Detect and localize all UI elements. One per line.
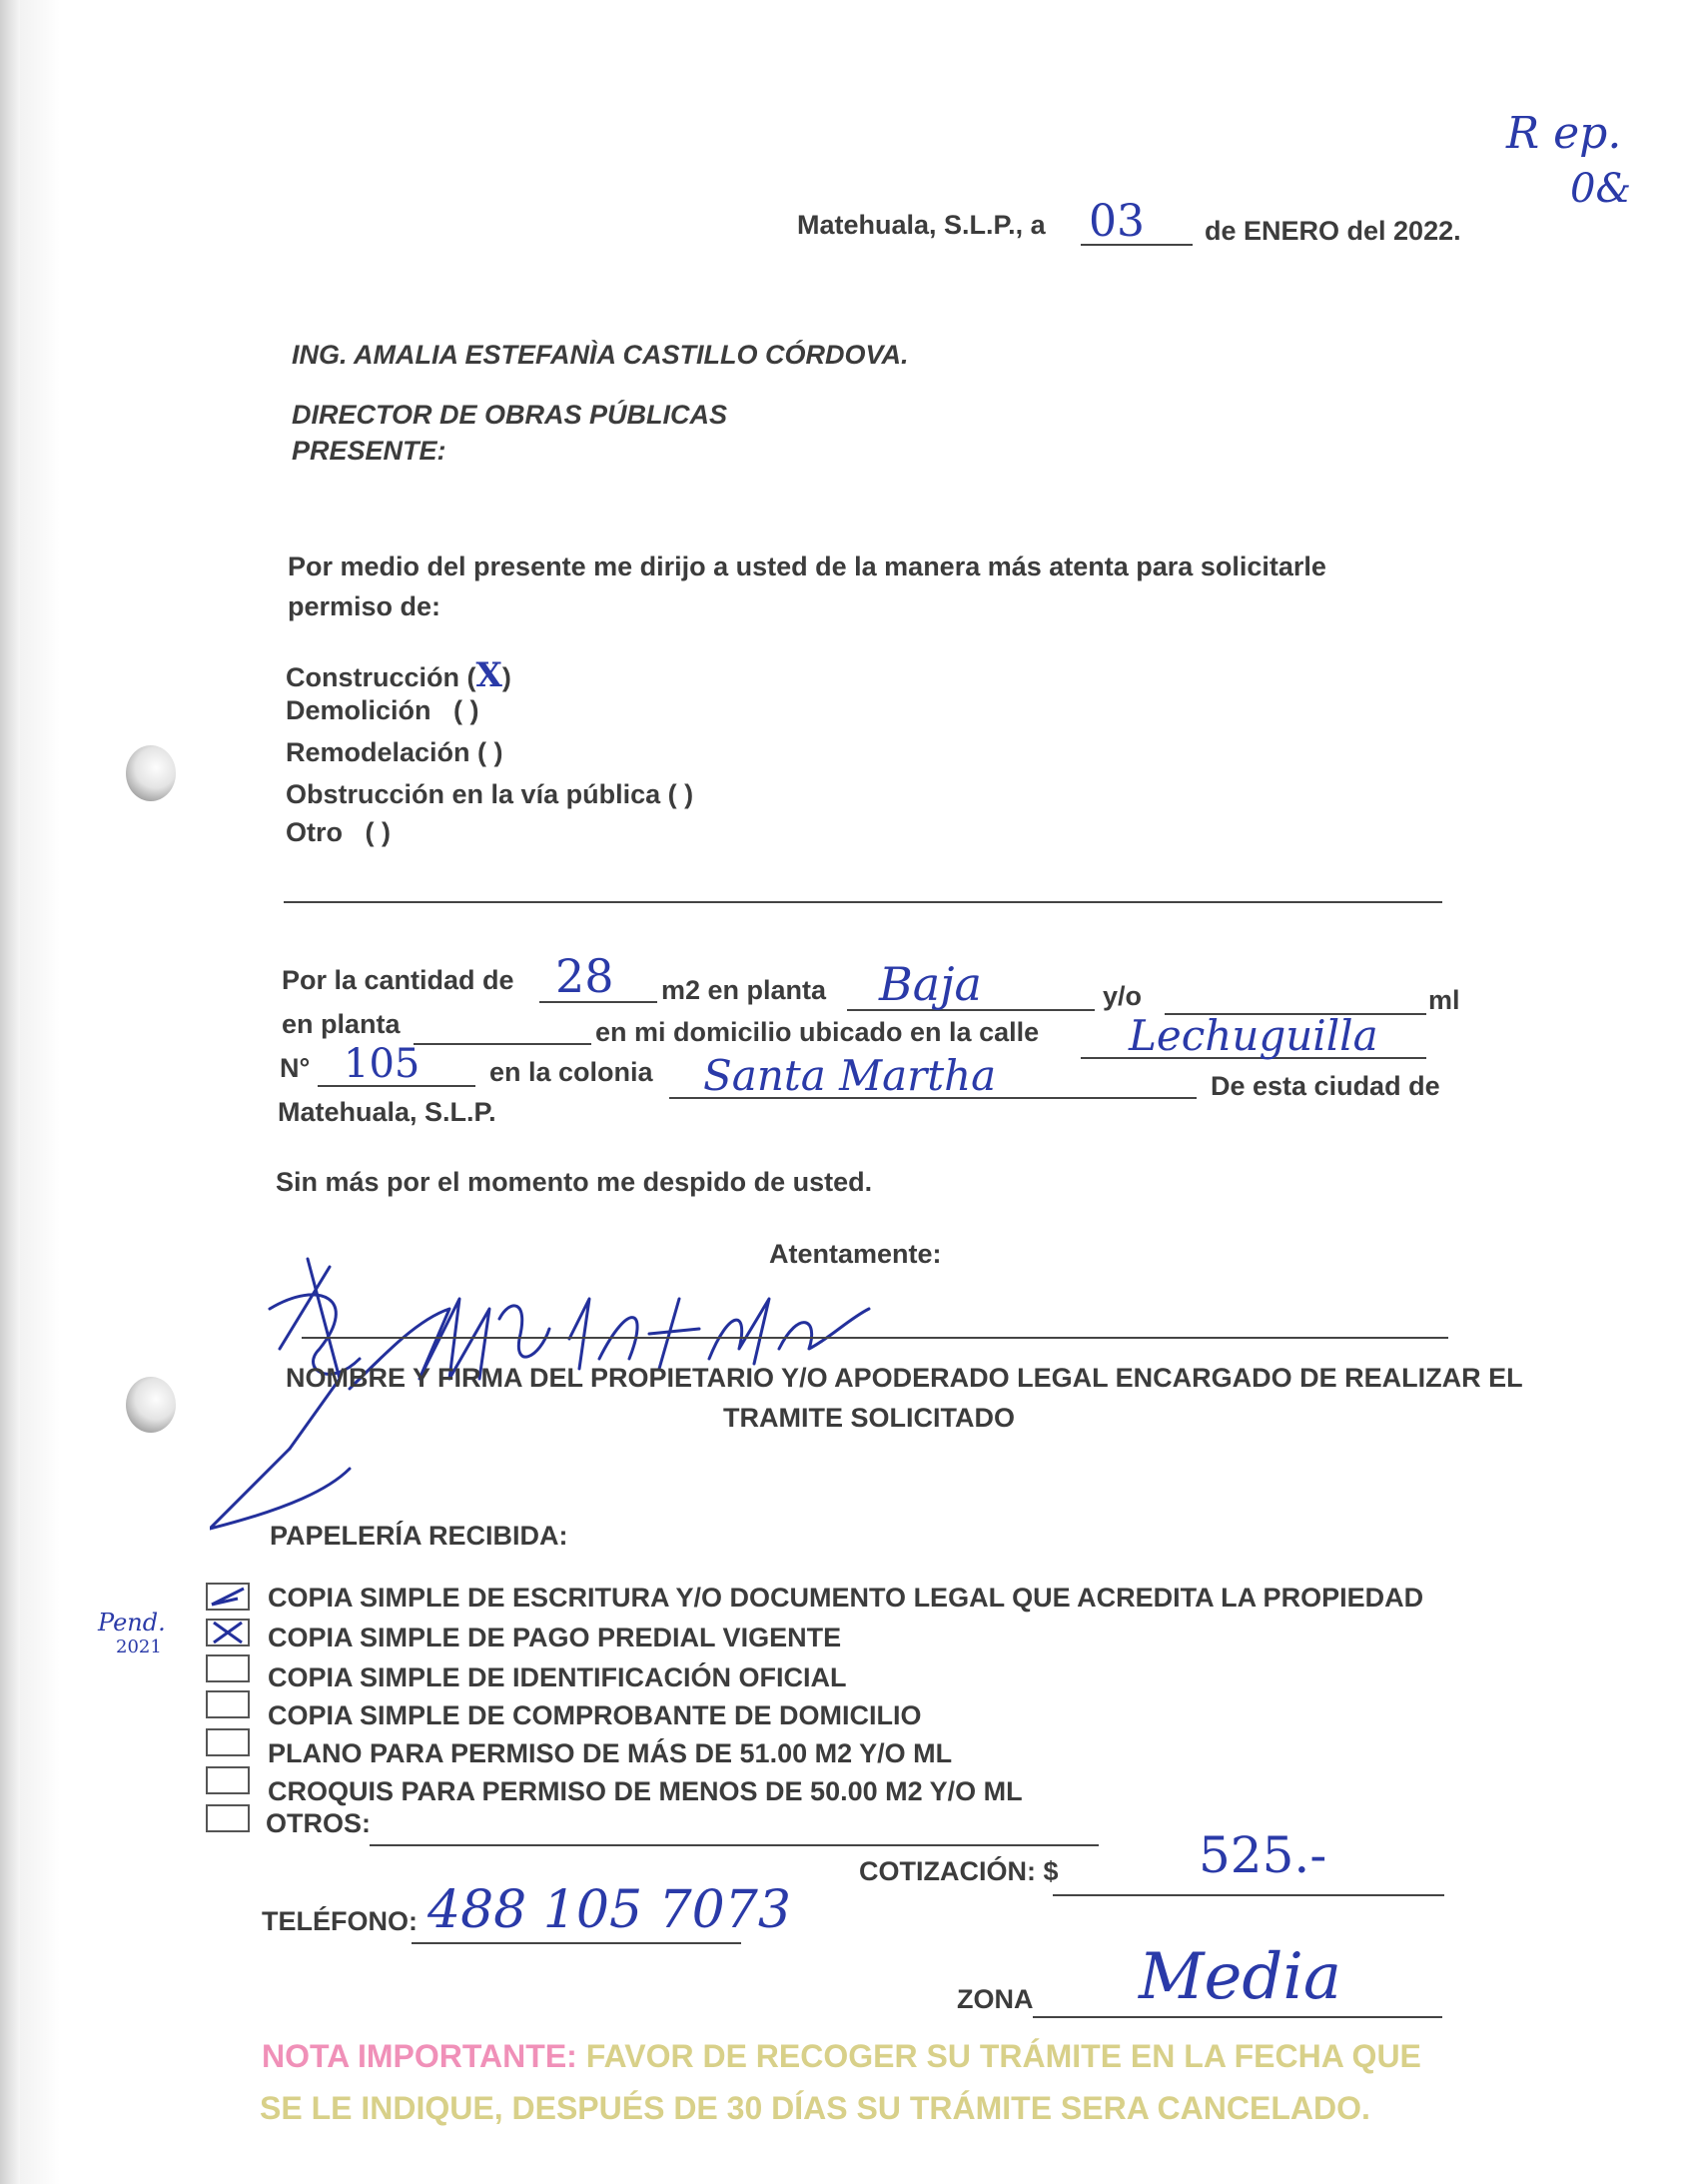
permit-demolicion-mark: ( )	[453, 695, 479, 725]
en-planta-line	[414, 1043, 591, 1045]
checkbox-plano[interactable]	[206, 1728, 250, 1756]
permit-construccion	[286, 655, 511, 695]
numero-label: N°	[280, 1053, 311, 1083]
papeleria-item-predial: COPIA SIMPLE DE PAGO PREDIAL VIGENTE	[268, 1623, 842, 1652]
papeleria-item-escritura: COPIA SIMPLE DE ESCRITURA Y/O DOCUMENTO LEGAL QUE ACREDITA LA PROPIEDAD	[268, 1583, 1424, 1613]
papeleria-item-croquis: CROQUIS PARA PERMISO DE MENOS DE 50.00 M2 Y/O ML	[268, 1776, 1023, 1806]
ciudad-label: De esta ciudad de	[1211, 1071, 1440, 1101]
checkbox-predial[interactable]	[206, 1619, 250, 1646]
permit-obstruccion: Obstrucción en la vía pública ( )	[286, 779, 694, 809]
checkbox-escritura[interactable]	[206, 1583, 250, 1611]
page-edge-light	[20, 0, 60, 2184]
domicilio-label: en mi domicilio ubicado en la calle	[595, 1017, 1040, 1047]
telefono-value: 488 105 7073	[427, 1880, 791, 1940]
telefono-line	[412, 1942, 741, 1944]
cantidad-value: 28	[555, 949, 614, 1003]
date-day-value: 03	[1089, 196, 1145, 247]
nota-line1	[262, 2038, 1421, 2075]
ml-label: ml	[1428, 985, 1460, 1015]
colonia-value: Santa Martha	[703, 1051, 997, 1100]
en-planta-label: en planta	[282, 1009, 401, 1039]
checkbox-otros[interactable]	[206, 1804, 250, 1832]
zona-label: ZONA	[957, 1984, 1034, 2014]
signature-line	[302, 1337, 1448, 1339]
checkbox-identificacion[interactable]	[206, 1654, 250, 1682]
papeleria-item-plano: PLANO PARA PERMISO DE MÁS DE 51.00 M2 Y/O ML	[268, 1738, 953, 1768]
intro-line1: Por medio del presente me dirijo a usted de la manera más atenta para solicitarle	[288, 551, 1326, 581]
permit-otro	[286, 817, 391, 848]
intro-line2: permiso de:	[288, 591, 441, 621]
permit-demolicion	[286, 695, 479, 726]
margin-note-line2: 0&	[1570, 166, 1632, 212]
punch-hole-bottom	[126, 1377, 176, 1433]
papeleria-item-otros: OTROS:	[266, 1808, 371, 1838]
check-mark-icon	[208, 1585, 248, 1609]
colonia-label: en la colonia	[489, 1057, 653, 1087]
numero-value: 105	[344, 1041, 421, 1087]
atentamente: Atentamente:	[769, 1239, 942, 1269]
calle-value: Lechuguilla	[1129, 1011, 1378, 1060]
signature-caption-line2: TRAMITE SOLICITADO	[723, 1403, 1015, 1433]
despedida: Sin más por el momento me despido de usted.	[276, 1167, 873, 1197]
planta-value: Baja	[879, 957, 982, 1011]
permit-remodelacion: Remodelación ( )	[286, 737, 503, 767]
permit-demolicion-label: Demolición	[286, 695, 431, 725]
date-prefix: Matehuala, S.L.P., a	[797, 210, 1046, 240]
cotizacion-label: COTIZACIÓN: $	[859, 1856, 1059, 1886]
papeleria-side-note-line2: 2021	[116, 1637, 162, 1657]
papeleria-item-domicilio: COPIA SIMPLE DE COMPROBANTE DE DOMICILIO	[268, 1700, 922, 1730]
page-edge-shadow	[0, 0, 20, 2184]
cantidad-prefix: Por la cantidad de	[282, 965, 514, 995]
papeleria-item-identificacion: COPIA SIMPLE DE IDENTIFICACIÓN OFICIAL	[268, 1662, 847, 1692]
nota-label: NOTA IMPORTANTE:	[262, 2038, 577, 2074]
nota-text1: FAVOR DE RECOGER SU TRÁMITE EN LA FECHA QUE	[585, 2038, 1421, 2074]
checkbox-domicilio[interactable]	[206, 1690, 250, 1718]
permit-otro-line	[284, 901, 1442, 903]
permit-construccion-close: )	[501, 662, 511, 692]
ciudad-name: Matehuala, S.L.P.	[278, 1097, 496, 1127]
yo-label: y/o	[1103, 981, 1143, 1011]
signature-caption-line1: NOMBRE Y FIRMA DEL PROPIETARIO Y/O APODERADO LEGAL ENCARGADO DE REALIZAR EL	[286, 1363, 1523, 1393]
permit-otro-label: Otro	[286, 817, 343, 847]
permit-construccion-label: Construcción (	[286, 662, 476, 692]
nota-line2: SE LE INDIQUE, DESPUÉS DE 30 DÍAS SU TRÁMITE SERA CANCELADO.	[260, 2090, 1370, 2126]
papeleria-title: PAPELERÍA RECIBIDA:	[270, 1521, 568, 1551]
checkbox-croquis[interactable]	[206, 1766, 250, 1794]
date-suffix: de ENERO del 2022.	[1205, 216, 1461, 246]
permit-construccion-mark: X	[475, 655, 502, 695]
addressee-name: ING. AMALIA ESTEFANÌA CASTILLO CÓRDOVA.	[292, 340, 909, 370]
margin-note-line1: R ep.	[1506, 108, 1622, 159]
permit-otro-mark: ( )	[365, 817, 391, 847]
papeleria-side-note-line1: Pend.	[98, 1609, 166, 1637]
cotizacion-value: 525.-	[1199, 1826, 1327, 1884]
zona-line	[1033, 2016, 1442, 2018]
addressee-title: DIRECTOR DE OBRAS PÚBLICAS	[292, 400, 728, 430]
otros-line	[370, 1844, 1099, 1846]
x-mark-icon	[208, 1621, 248, 1644]
cotizacion-line	[1053, 1894, 1444, 1896]
addressee-presente: PRESENTE:	[292, 436, 446, 466]
zona-value: Media	[1139, 1940, 1341, 2014]
punch-hole-top	[126, 745, 176, 801]
telefono-label: TELÉFONO:	[262, 1906, 418, 1936]
m2-label: m2 en planta	[661, 975, 827, 1005]
